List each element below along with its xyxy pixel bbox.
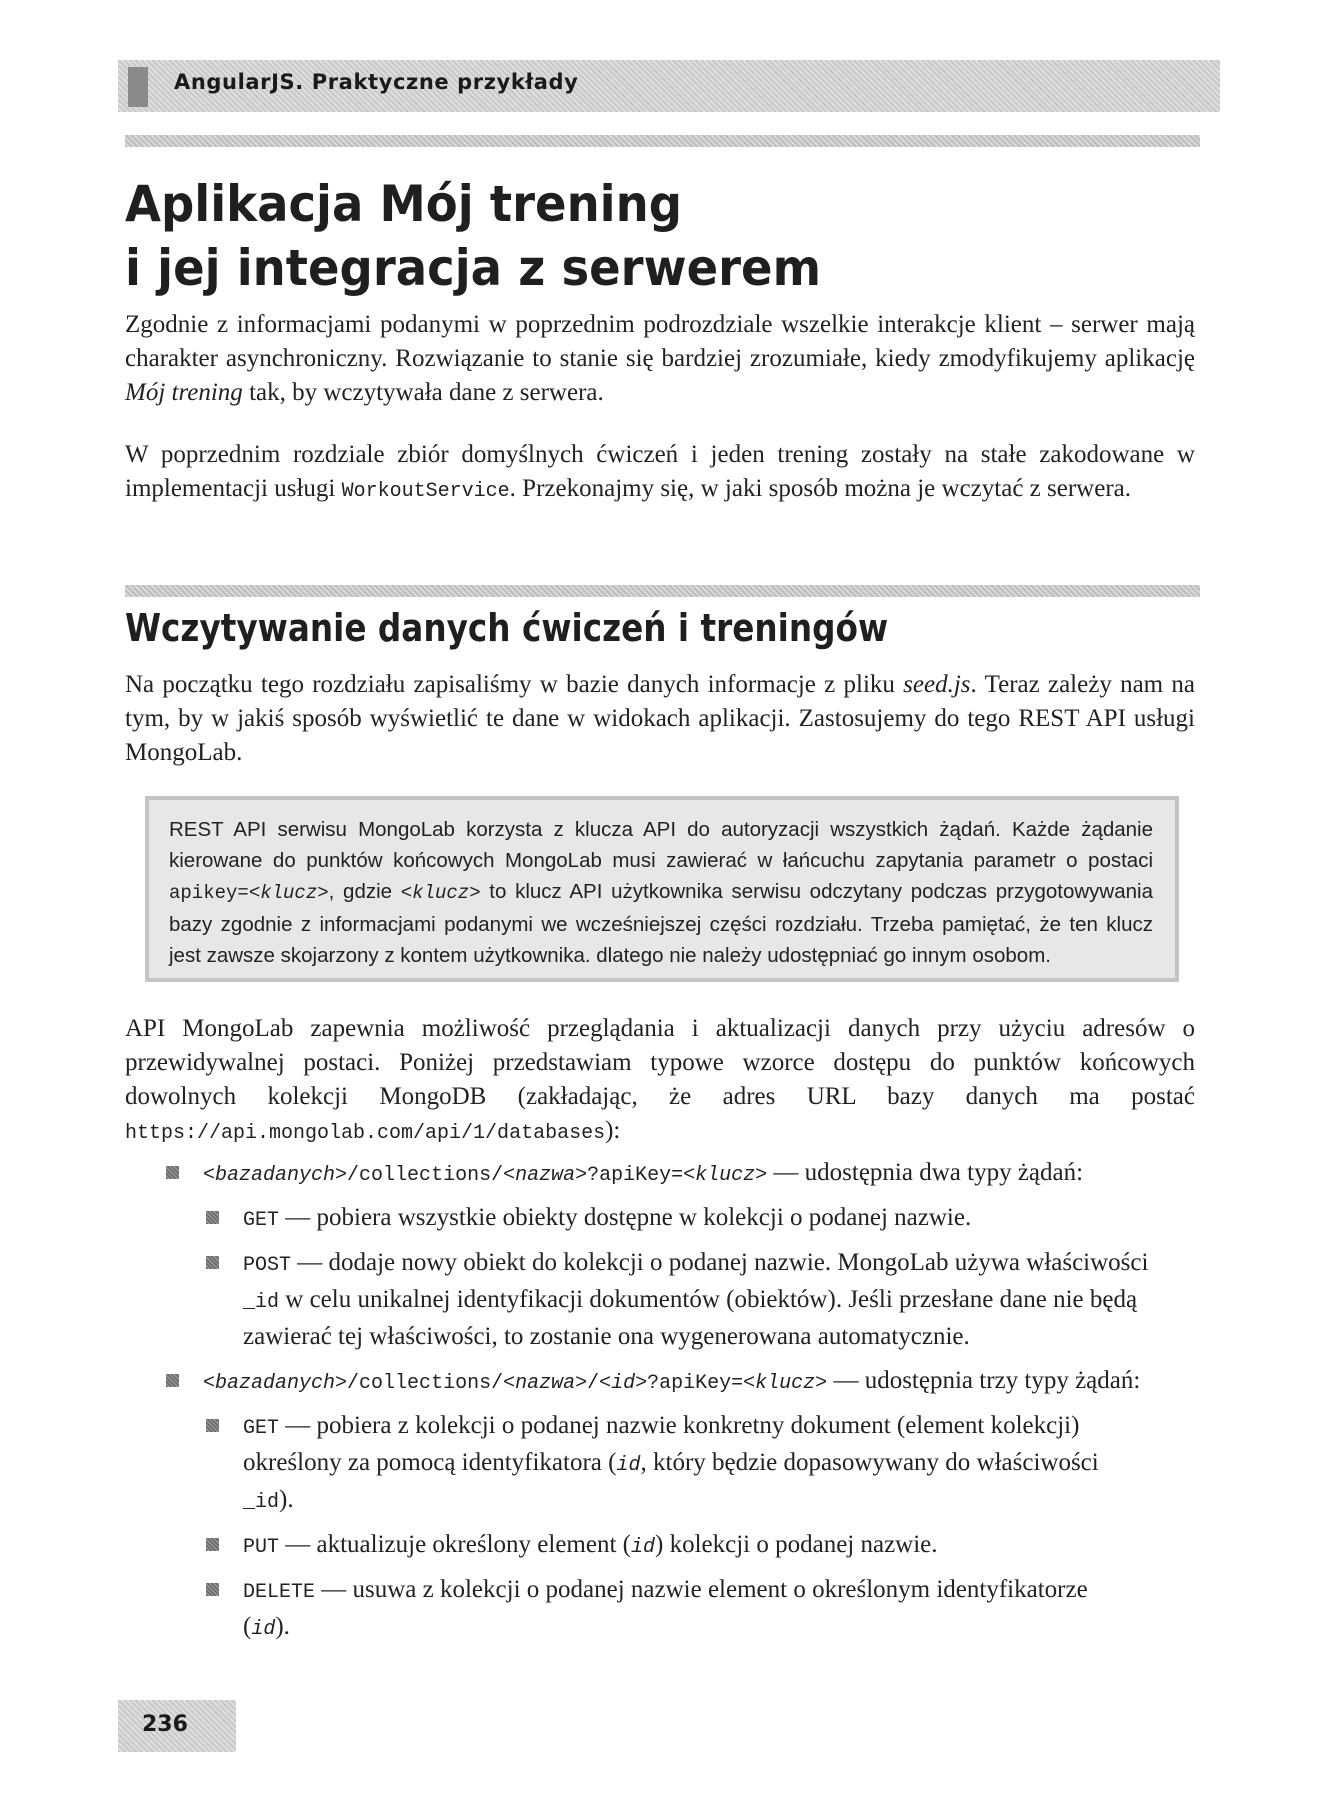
code-param-nazwa: nazwa xyxy=(515,1372,576,1395)
list-item-text: — udostępnia trzy typy żądań: xyxy=(827,1367,1141,1394)
api-p-text: API MongoLab zapewnia możliwość przeglądania i aktualizacji danych przy użyciu adresów o przewidywalnej postaci. Poniżej przedstawiam typowe wzorce dostępu do punktów końcowych dowolnych kolekcji MongoDB (zakładając, że adres URL bazy danych ma postać xyxy=(125,1015,1195,1110)
endpoint-list xyxy=(125,1156,1195,1647)
running-header xyxy=(118,60,1220,112)
sub-item-text: — pobiera z kolekcji o podanej nazwie konkretny dokument (element kolekcji) określony za pomocą identyfikatora ( xyxy=(243,1412,1080,1476)
section-heading: Wczytywanie danych ćwiczeń i treningów xyxy=(125,606,889,650)
chapter-heading-line1: Aplikacja Mój trening xyxy=(125,175,683,233)
code-part: >?apiKey=< xyxy=(635,1372,756,1395)
note-code-apikey-end: > xyxy=(317,882,329,904)
code-part: >/< xyxy=(575,1372,612,1395)
code-part: > xyxy=(815,1372,828,1395)
code-part: < xyxy=(203,1372,216,1395)
note-code-apikey-start: apikey=< xyxy=(169,882,261,904)
book-title: AngularJS. Praktyczne przykłady xyxy=(174,70,579,94)
section-p-text-end: . Teraz zależy nam na tym, by w jakiś sposób wyświetlić te dane w widokach aplikacji. Zastosujemy do tego REST API usługi MongoLab. xyxy=(125,671,1195,766)
list-item-document xyxy=(125,1364,1195,1401)
code-param-nazwa: nazwa xyxy=(515,1164,576,1187)
sub-item-text-end: ) kolekcji o podanej nazwie. xyxy=(655,1531,938,1558)
section-rule-middle xyxy=(125,585,1200,597)
document-endpoint-code xyxy=(203,1372,827,1395)
sub-item-text-end: w celu unikalnej identyfikacji dokumentów (obiektów). Jeśli przesłane dane nie będą zawierać tej właściwości, to zostanie ona wygenerowana automatycznie. xyxy=(243,1286,1138,1350)
sub-item-text: — pobiera wszystkie obiekty dostępne w kolekcji o podanej nazwie. xyxy=(279,1204,972,1231)
id-param-code: id xyxy=(630,1536,655,1559)
sub-item-text-end: ). xyxy=(275,1613,290,1640)
method-get-code: GET xyxy=(243,1209,280,1232)
api-paragraph xyxy=(125,1012,1195,1151)
note-code-klucz-end: > xyxy=(469,882,481,904)
note-box xyxy=(145,796,1179,982)
code-part: > xyxy=(755,1164,768,1187)
code-part: < xyxy=(203,1164,216,1187)
intro-paragraph-2 xyxy=(125,438,1195,509)
intro-p1-text: Zgodnie z informacjami podanymi w poprzednim podrozdziale wszelkie interakcje klient – serwer mają charakter asynchroniczny. Rozwiązanie to stanie się bardziej zrozumiałe, kiedy zmodyfikujemy aplikację xyxy=(125,311,1195,372)
method-put-code: PUT xyxy=(243,1536,280,1559)
intro-p1-text-end: tak, by wczytywała dane z serwera. xyxy=(242,379,604,406)
id-param-code: id xyxy=(251,1618,276,1641)
chapter-heading-line2: i jej integracja z serwerem xyxy=(125,239,822,297)
id-property-code: _id xyxy=(243,1291,280,1314)
workoutservice-code: WorkoutService xyxy=(341,480,510,503)
sub-item-text-end: ). xyxy=(279,1486,294,1513)
note-text-b: , gdzie xyxy=(328,880,401,903)
sub-item-text: — aktualizuje określony element ( xyxy=(279,1531,631,1558)
note-code-apikey-klucz: klucz xyxy=(260,882,318,904)
square-bullet-icon xyxy=(206,1211,219,1224)
header-square-marker xyxy=(128,67,148,107)
sub-item-post xyxy=(125,1246,1153,1354)
list-item-text: — udostępnia dwa typy żądań: xyxy=(767,1159,1084,1186)
code-part: >/collections/< xyxy=(335,1164,516,1187)
intro-paragraph-1 xyxy=(125,308,1195,410)
id-property-code: _id xyxy=(243,1491,280,1514)
page-number-box xyxy=(118,1700,236,1752)
method-delete-code: DELETE xyxy=(243,1581,316,1604)
code-part: >/collections/< xyxy=(335,1372,516,1395)
square-bullet-icon xyxy=(166,1166,179,1179)
chapter-heading xyxy=(125,172,821,300)
id-param-code: id xyxy=(616,1454,641,1477)
code-param-bazadanych: bazadanych xyxy=(215,1372,336,1395)
note-code-apikey xyxy=(169,882,329,904)
intro-p1-italic: Mój trening xyxy=(125,379,243,406)
note-code-klucz-name: klucz xyxy=(412,882,470,904)
square-bullet-icon xyxy=(166,1374,179,1387)
section-p-text: Na początku tego rozdziału zapisaliśmy w bazie danych informacje z pliku xyxy=(125,671,904,698)
square-bullet-icon xyxy=(206,1538,219,1551)
sub-item-text: — usuwa z kolekcji o podanej nazwie element o określonym identyfikatorze ( xyxy=(243,1576,1088,1640)
page-number: 236 xyxy=(142,1712,188,1737)
note-code-klucz-start: < xyxy=(400,882,413,904)
code-param-id: id xyxy=(611,1372,636,1395)
collection-endpoint-code xyxy=(203,1164,767,1187)
api-p-text-end: ): xyxy=(605,1117,621,1144)
method-post-code: POST xyxy=(243,1254,292,1277)
square-bullet-icon xyxy=(206,1256,219,1269)
sub-item-text-mid: , który będzie dopasowywany do właściwości xyxy=(640,1449,1099,1476)
sub-item-delete xyxy=(125,1573,1103,1647)
database-url-code: https://api.mongolab.com/api/1/databases xyxy=(125,1122,606,1145)
method-get-code: GET xyxy=(243,1417,280,1440)
code-param-klucz: klucz xyxy=(755,1372,816,1395)
note-text-c: to klucz API użytkownika serwisu odczytany podczas przygotowywania bazy zgodnie z informacjami podanymi we wcześniejszej części rozdziału. Trzeba pamiętać, że ten klucz jest zawsze skojarzony z kontem użytkownika. dlatego nie należy udostępniać go innym osobom. xyxy=(169,880,1153,967)
section-rule-top xyxy=(125,135,1200,147)
sub-item-get xyxy=(125,1201,1195,1238)
note-code-klucz xyxy=(401,882,481,904)
list-item-collection xyxy=(125,1156,1195,1193)
sub-item-text: — dodaje nowy obiekt do kolekcji o podanej nazwie. MongoLab używa właściwości xyxy=(291,1249,1149,1276)
code-param-klucz: klucz xyxy=(695,1164,756,1187)
note-text-a: REST API serwisu MongoLab korzysta z klucza API do autoryzacji wszystkich żądań. Każde żądanie kierowane do punktów końcowych MongoLab musi zawierać w łańcuchu zapytania parametr o postaci xyxy=(169,818,1153,872)
code-part: >?apiKey=< xyxy=(575,1164,696,1187)
seed-js-filename: seed.js xyxy=(903,671,971,698)
square-bullet-icon xyxy=(206,1419,219,1432)
intro-p2-text: W poprzednim rozdziale zbiór domyślnych ćwiczeń i jeden trening zostały na stałe zakodowane w implementacji usługi xyxy=(125,441,1195,502)
sub-item-put xyxy=(125,1528,1195,1565)
square-bullet-icon xyxy=(206,1583,219,1596)
code-param-bazadanych: bazadanych xyxy=(215,1164,336,1187)
section-paragraph xyxy=(125,668,1195,770)
sub-item-get-document xyxy=(125,1409,1123,1520)
intro-p2-text-end: . Przekonajmy się, w jaki sposób można je wczytać z serwera. xyxy=(509,475,1131,502)
